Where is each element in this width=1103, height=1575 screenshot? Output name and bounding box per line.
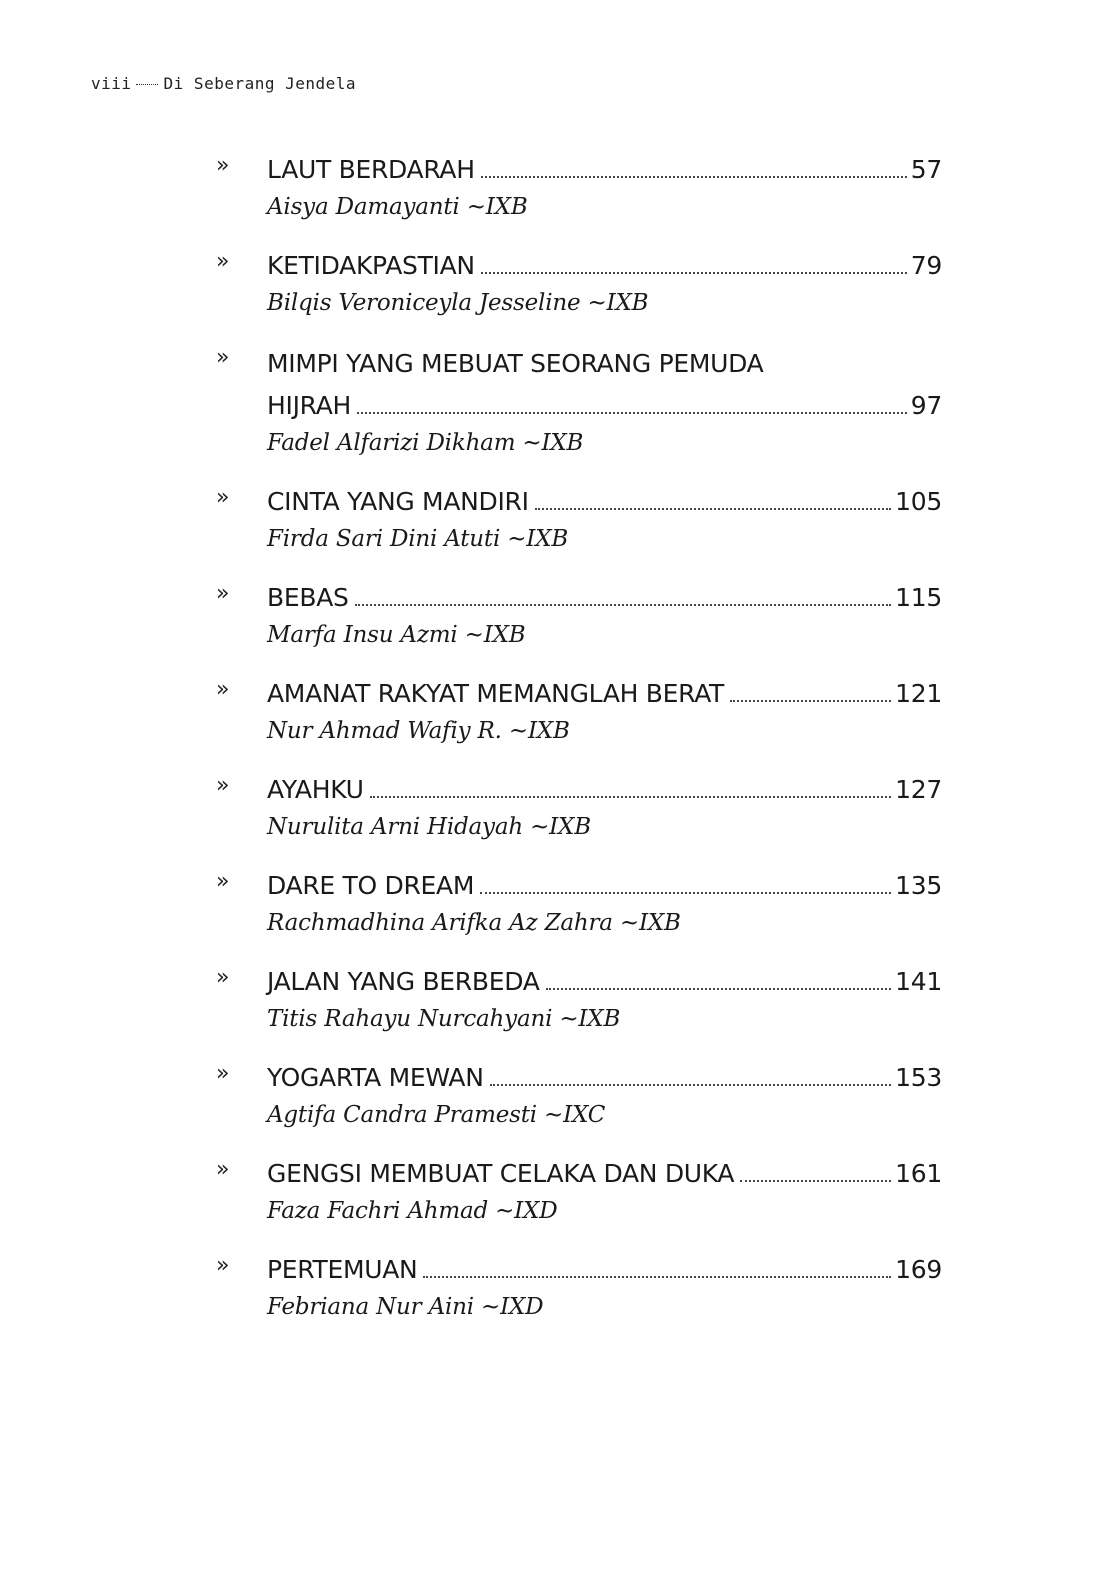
entry-title: AYAHKU [267, 775, 364, 804]
page-label: viii [91, 74, 132, 93]
entry-author: Nur Ahmad Wafiy R. ~IXB [267, 718, 570, 744]
title-line [267, 386, 942, 426]
entry-title: GENGSI MEMBUAT CELAKA DAN DUKA [267, 1159, 735, 1188]
entry-title: PERTEMUAN [267, 1255, 418, 1284]
page-number: 105 [895, 487, 942, 516]
toc-entry[interactable] [216, 674, 942, 748]
title-line [267, 482, 942, 522]
table-of-contents [216, 150, 942, 1346]
entry-title: HIJRAH [267, 391, 352, 420]
title-line [267, 770, 942, 810]
running-header [91, 74, 356, 93]
entry-marker: » [216, 1253, 230, 1278]
entry-author: Nurulita Arni Hidayah ~IXB [267, 814, 591, 840]
dot-leader [740, 1179, 891, 1182]
entry-author: Febriana Nur Aini ~IXD [267, 1294, 544, 1320]
toc-entry[interactable] [216, 246, 942, 320]
entry-author: Rachmadhina Arifka Az Zahra ~IXB [267, 910, 681, 936]
dot-leader [730, 699, 891, 702]
entry-marker: » [216, 677, 230, 702]
entry-title: JALAN YANG BERBEDA [267, 967, 540, 996]
dot-leader [423, 1275, 891, 1278]
entry-marker: » [216, 965, 230, 990]
dot-leader [481, 271, 907, 274]
dot-leader [357, 411, 907, 414]
entry-title: LAUT BERDARAH [267, 155, 475, 184]
toc-entry[interactable] [216, 1058, 942, 1132]
page-number: 169 [895, 1255, 942, 1284]
toc-entry[interactable] [216, 578, 942, 652]
entry-marker: » [216, 249, 230, 274]
title-line [267, 578, 942, 618]
entry-marker: » [216, 581, 230, 606]
toc-entry[interactable] [216, 342, 942, 460]
entry-marker: » [216, 153, 230, 178]
entry-title: BEBAS [267, 583, 349, 612]
entry-marker: » [216, 345, 230, 370]
page-number: 97 [910, 391, 942, 420]
dot-leader [480, 891, 891, 894]
entry-title: CINTA YANG MANDIRI [267, 487, 529, 516]
page-number: 115 [895, 583, 942, 612]
page-number: 127 [895, 775, 942, 804]
title-line [267, 1154, 942, 1194]
page-number: 153 [895, 1063, 942, 1092]
page-number: 135 [895, 871, 942, 900]
dot-leader [535, 507, 891, 510]
toc-entry[interactable] [216, 962, 942, 1036]
dot-leader [546, 987, 892, 990]
title-line [267, 962, 942, 1002]
entry-marker: » [216, 485, 230, 510]
title-line [267, 674, 942, 714]
title-line [267, 1250, 942, 1290]
entry-author: Titis Rahayu Nurcahyani ~IXB [267, 1006, 621, 1032]
book-title: Di Seberang Jendela [163, 74, 357, 93]
entry-title: DARE TO DREAM [267, 871, 475, 900]
title-line [267, 150, 942, 190]
page-number: 121 [895, 679, 942, 708]
entry-author: Firda Sari Dini Atuti ~IXB [267, 526, 569, 552]
page-number: 57 [910, 155, 942, 184]
title-line [267, 1058, 942, 1098]
toc-entry[interactable] [216, 482, 942, 556]
page-number: 79 [910, 251, 942, 280]
entry-marker: » [216, 1157, 230, 1182]
toc-entry[interactable] [216, 1154, 942, 1228]
entry-author: Marfa Insu Azmi ~IXB [267, 622, 526, 648]
dot-leader [355, 603, 892, 606]
entry-author: Agtifa Candra Pramesti ~IXC [267, 1102, 606, 1128]
dot-leader [370, 795, 892, 798]
entry-title-line1: MIMPI YANG MEBUAT SEORANG PEMUDA [267, 349, 764, 378]
toc-entry[interactable] [216, 1250, 942, 1324]
title-line [267, 866, 942, 906]
entry-author: Faza Fachri Ahmad ~IXD [267, 1198, 558, 1224]
header-separator [136, 84, 158, 85]
toc-entry[interactable] [216, 866, 942, 940]
page-number: 161 [895, 1159, 942, 1188]
toc-entry[interactable] [216, 150, 942, 224]
entry-author: Bilqis Veroniceyla Jesseline ~IXB [267, 290, 649, 316]
dot-leader [490, 1083, 892, 1086]
title-line [267, 246, 942, 286]
entry-author: Aisya Damayanti ~IXB [267, 194, 528, 220]
entry-title: KETIDAKPASTIAN [267, 251, 475, 280]
page-number: 141 [895, 967, 942, 996]
entry-marker: » [216, 869, 230, 894]
toc-entry[interactable] [216, 770, 942, 844]
entry-author: Fadel Alfarizi Dikham ~IXB [267, 430, 584, 456]
entry-marker: » [216, 1061, 230, 1086]
entry-title: YOGARTA MEWAN [267, 1063, 484, 1092]
entry-marker: » [216, 773, 230, 798]
entry-title: AMANAT RAKYAT MEMANGLAH BERAT [267, 679, 725, 708]
dot-leader [481, 175, 907, 178]
